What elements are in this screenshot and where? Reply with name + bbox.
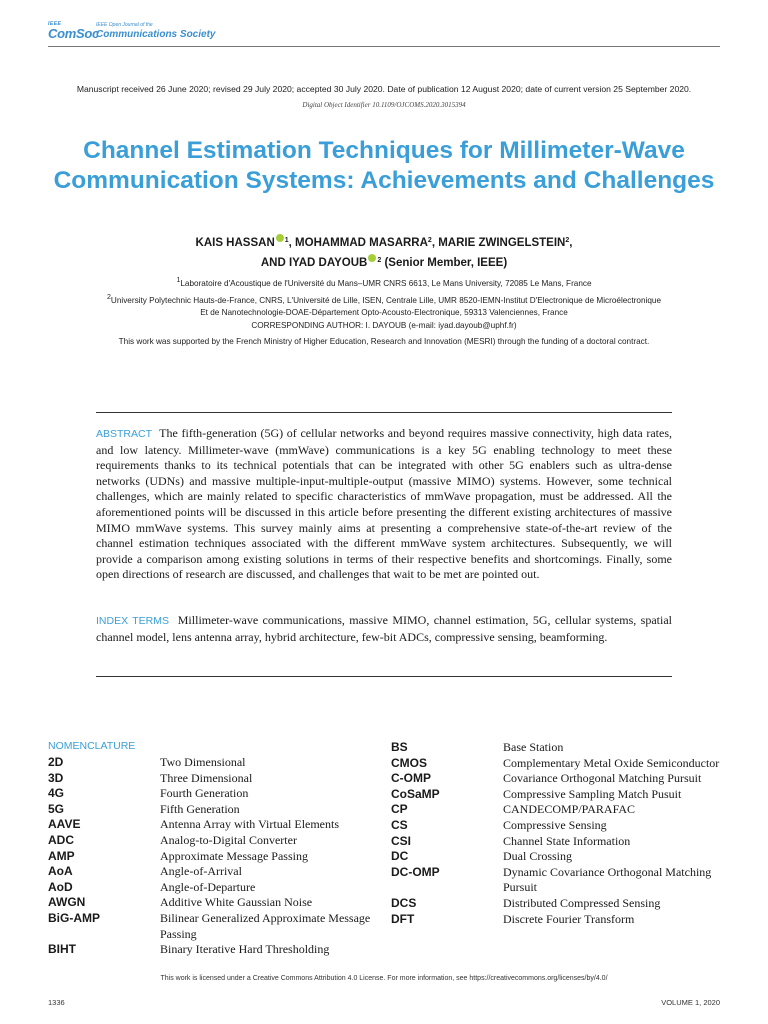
affiliation-2-number: 2 bbox=[107, 294, 111, 301]
nomenclature-abbr: DFT bbox=[391, 911, 415, 926]
nomenclature-abbr: DC bbox=[391, 849, 409, 864]
nomenclature-entry bbox=[48, 942, 380, 958]
nomenclature-entry bbox=[391, 912, 723, 928]
journal-header bbox=[48, 20, 720, 47]
nomenclature-entry bbox=[391, 818, 723, 834]
nomenclature-entry bbox=[391, 787, 723, 803]
nomenclature-entry bbox=[391, 802, 723, 818]
affiliation-2-line-2: Et de Nanotechnologie-DOAE-Département Opto-Acousto-Electronique, 59313 Valenciennes, France bbox=[200, 307, 568, 317]
nomenclature-def: Base Station bbox=[503, 740, 564, 754]
author-2-affiliation: 2 bbox=[427, 237, 432, 244]
nomenclature-abbr: CSI bbox=[391, 833, 412, 848]
nomenclature-abbr: CoSaMP bbox=[391, 786, 440, 801]
nomenclature-abbr: AoA bbox=[48, 864, 73, 879]
comsoc-logo bbox=[48, 22, 99, 42]
nomenclature-def: Discrete Fourier Transform bbox=[503, 911, 635, 926]
author-2: , MOHAMMAD MASARRA bbox=[288, 237, 428, 249]
nomenclature-abbr: BS bbox=[391, 740, 408, 754]
nomenclature-abbr: AMP bbox=[48, 848, 75, 863]
journal-name-small: IEEE Open Journal of the bbox=[96, 22, 153, 28]
nomenclature-abbr: ADC bbox=[48, 832, 74, 847]
nomenclature-def: Approximate Message Passing bbox=[160, 848, 308, 863]
nomenclature-def: Additive White Gaussian Noise bbox=[160, 895, 313, 910]
corresponding-author: CORRESPONDING AUTHOR: I. DAYOUB (e-mail: iyad.dayoub@uphf.fr) bbox=[251, 321, 517, 330]
manuscript-dates: Manuscript received 26 June 2020; revised 29 July 2020; accepted 30 July 2020. Date of publication 12 August 2020; date of current version 25 September 2020. bbox=[76, 84, 692, 94]
author-4-membership: (Senior Member, IEEE) bbox=[384, 257, 508, 269]
author-4-affiliation: 2 bbox=[377, 257, 382, 264]
nomenclature-def: Bilinear Generalized Approximate Message Passing bbox=[160, 910, 371, 941]
paper-title: Channel Estimation Techniques for Millimeter-Wave Communication Systems: Achievements and Challenges bbox=[53, 137, 715, 194]
nomenclature-def: Antenna Array with Virtual Elements bbox=[160, 817, 340, 832]
nomenclature-entry bbox=[48, 771, 380, 787]
nomenclature-def: Compressive Sensing bbox=[503, 817, 607, 832]
nomenclature-entry bbox=[48, 895, 380, 911]
author-3-comma: , bbox=[569, 237, 573, 249]
logo-comsoc-text: ComSoc bbox=[48, 26, 99, 41]
nomenclature-abbr: C-OMP bbox=[391, 771, 431, 786]
author-3: , MARIE ZWINGELSTEIN bbox=[431, 237, 566, 249]
nomenclature-entry bbox=[391, 834, 723, 850]
nomenclature-entry bbox=[48, 786, 380, 802]
nomenclature-abbr: AoD bbox=[48, 879, 73, 894]
affiliation-1-text: Laboratoire d'Acoustique de l'Université du Mans–UMR CNRS 6613, Le Mans University, 72085 Le Mans, France bbox=[180, 279, 592, 288]
nomenclature-def: Dual Crossing bbox=[503, 849, 572, 864]
license-note: This work is licensed under a Creative Commons Attribution 4.0 License. For more information, see https://creativecommons.org/licenses/by/4.0/ bbox=[160, 975, 608, 982]
nomenclature-def: Covariance Orthogonal Matching Pursuit bbox=[503, 771, 702, 786]
nomenclature-abbr: 4G bbox=[48, 786, 65, 801]
affiliation-1-number: 1 bbox=[176, 277, 181, 284]
nomenclature-def: Complementary Metal Oxide Semiconductor bbox=[503, 755, 720, 770]
orcid-icon[interactable] bbox=[368, 254, 376, 262]
nomenclature-abbr: DC-OMP bbox=[391, 864, 440, 879]
nomenclature-abbr: BiG-AMP bbox=[48, 910, 100, 925]
nomenclature-abbr: AAVE bbox=[48, 817, 81, 832]
author-4: AND IYAD DAYOUB bbox=[260, 257, 368, 269]
nomenclature-entry bbox=[48, 849, 380, 865]
index-terms-text: Millimeter-wave communications, massive MIMO, channel estimation, 5G, cellular systems, spatial channel model, lens antenna array, hybrid architecture, few-bit ADCs, compressive sensing, beamforming. bbox=[96, 613, 672, 644]
nomenclature-def: Binary Iterative Hard Thresholding bbox=[160, 942, 330, 957]
nomenclature-column-2 bbox=[391, 740, 723, 927]
nomenclature-entry bbox=[48, 911, 380, 942]
nomenclature-abbr: CP bbox=[391, 802, 408, 817]
journal-name-big: Communications Society bbox=[96, 29, 216, 40]
author-3-affiliation: 2 bbox=[565, 237, 570, 244]
nomenclature-def: Compressive Sampling Match Pusuit bbox=[503, 786, 682, 801]
volume-info: VOLUME 1, 2020 bbox=[661, 998, 720, 1007]
nomenclature-entry bbox=[391, 756, 723, 772]
nomenclature-abbr: CS bbox=[391, 817, 408, 832]
nomenclature-entry bbox=[391, 740, 723, 756]
doi: Digital Object Identifier 10.1109/OJCOMS.2020.3015394 bbox=[302, 101, 466, 109]
nomenclature-def: Fifth Generation bbox=[160, 801, 240, 816]
logo-ieee-text: IEEE bbox=[48, 21, 62, 27]
nomenclature-entry bbox=[391, 771, 723, 787]
nomenclature-def: Angle-of-Arrival bbox=[160, 864, 242, 879]
nomenclature-entry bbox=[391, 849, 723, 865]
index-terms-label: INDEX TERMS bbox=[96, 615, 169, 627]
nomenclature-abbr: CMOS bbox=[391, 755, 427, 770]
nomenclature-def: Channel State Information bbox=[503, 833, 631, 848]
funding-note: This work was supported by the French Ministry of Higher Education, Research and Innovation (MESRI) through the funding of a doctoral contract. bbox=[118, 337, 650, 346]
author-1: KAIS HASSAN bbox=[195, 237, 275, 249]
affiliation-2-line-1: University Polytechnic Hauts-de-France, CNRS, L'Université de Lille, ISEN, Centrale Lille, UMR 8520-IEMN-Institut D'Electronique de Microélectronique bbox=[110, 296, 661, 305]
nomenclature-abbr: 3D bbox=[48, 770, 64, 785]
nomenclature-def: Analog-to-Digital Converter bbox=[160, 832, 297, 847]
abstract-text: The fifth-generation (5G) of cellular networks and beyond requires massive connectivity, high data rates, and low latency. Millimeter-wave (mmWave) communications is a key 5G enabling technology to meet these requirements thanks to its technical potentials that can be integrated with other 5G enablers such as ultra-dense networks (UDNs) and massive multiple-input-multiple-output (massive MIMO) systems. However, some technical challenges, which are mainly related to specific characteristics of mmWave propagation, must be addressed. All the aforementioned points will be discussed in this article before presenting the different existing architectures of massive MIMO mmWave systems. This survey mainly aims at presenting a comprehensive state-of-the-art review of the channel estimation techniques associated with the different mmWave system architectures. Subsequently, we will provide a comparison among existing solutions in terms of their respective benefits and shortcomings. Finally, some open directions of research are discussed, and challenges that wait to be met are pointed out. bbox=[96, 426, 672, 582]
affiliation-2 bbox=[30, 292, 738, 318]
nomenclature-entry bbox=[48, 880, 380, 896]
nomenclature-def: Three Dimensional bbox=[160, 770, 253, 785]
nomenclature-def: Fourth Generation bbox=[160, 786, 249, 801]
nomenclature-column-1 bbox=[48, 755, 380, 958]
orcid-icon[interactable] bbox=[276, 234, 284, 242]
index-terms bbox=[96, 613, 672, 645]
affiliation-1 bbox=[30, 275, 738, 290]
nomenclature-entry bbox=[48, 833, 380, 849]
nomenclature-def: Distributed Compressed Sensing bbox=[503, 895, 661, 910]
nomenclature-entry bbox=[48, 817, 380, 833]
abstract-top-rule bbox=[96, 412, 672, 413]
nomenclature-entry bbox=[48, 864, 380, 880]
nomenclature-heading: NOMENCLATURE bbox=[48, 740, 136, 752]
nomenclature-entry bbox=[48, 755, 380, 771]
author-1-affiliation: 1 bbox=[284, 237, 289, 244]
abstract-label: ABSTRACT bbox=[96, 428, 153, 440]
nomenclature-entry bbox=[48, 802, 380, 818]
nomenclature-entry bbox=[391, 865, 723, 896]
nomenclature-abbr: DCS bbox=[391, 895, 417, 910]
abstract bbox=[96, 426, 672, 583]
nomenclature-def: Dynamic Covariance Orthogonal Matching Pursuit bbox=[503, 864, 712, 895]
journal-name bbox=[96, 23, 215, 40]
nomenclature-entry bbox=[391, 896, 723, 912]
author-list bbox=[60, 232, 708, 272]
page-number: 1336 bbox=[48, 998, 65, 1007]
nomenclature-def: Angle-of-Departure bbox=[160, 879, 256, 894]
nomenclature-abbr: BIHT bbox=[48, 942, 76, 957]
nomenclature-abbr: 5G bbox=[48, 801, 65, 816]
nomenclature-def: CANDECOMP/PARAFAC bbox=[503, 802, 636, 817]
nomenclature-abbr: AWGN bbox=[48, 895, 86, 910]
abstract-bottom-rule bbox=[96, 676, 672, 677]
nomenclature-abbr: 2D bbox=[48, 755, 64, 769]
nomenclature-def: Two Dimensional bbox=[160, 755, 246, 769]
